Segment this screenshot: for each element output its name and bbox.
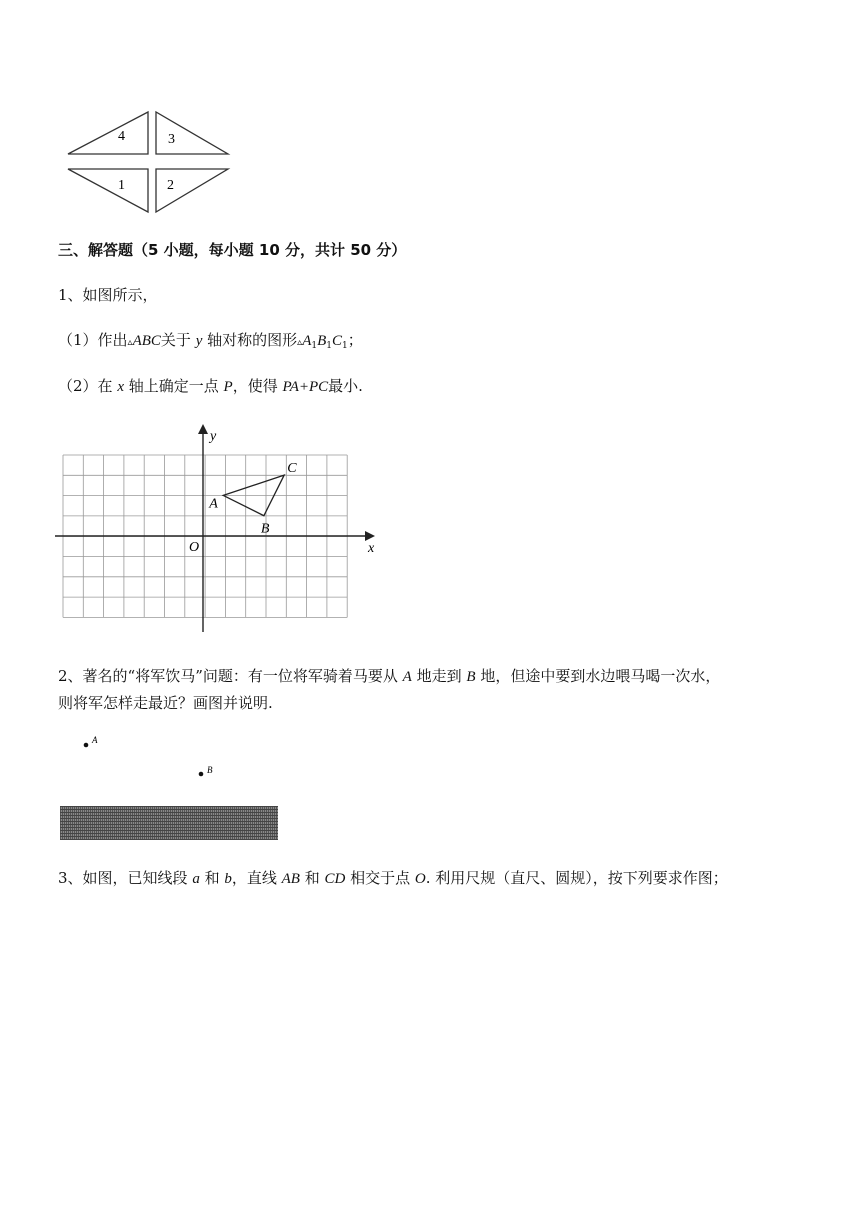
triangle-pieces-figure xyxy=(60,105,240,220)
river-band xyxy=(60,806,278,840)
point-a-dot xyxy=(84,743,89,748)
y-axis-arrow xyxy=(198,424,208,434)
triangle-piece-3 xyxy=(156,112,228,154)
q1-intro: 1、如图所示， xyxy=(58,286,158,304)
triangle-label-4: 4 xyxy=(118,129,125,144)
y-axis-label: y xyxy=(210,429,217,444)
triangle-piece-4 xyxy=(68,112,148,154)
point-b-label: B xyxy=(260,521,270,537)
triangle-piece-1 xyxy=(68,169,148,212)
point-c-label: C xyxy=(287,461,297,477)
coordinate-grid xyxy=(55,420,390,635)
origin-label: O xyxy=(189,540,200,555)
section-title: 三、解答题（5 小题，每小题 10 分，共计 50 分） xyxy=(58,241,407,259)
q2-points-figure xyxy=(78,732,228,782)
point-a-label: A xyxy=(209,496,218,512)
q1-part2: （2）在 x 轴上确定一点 P，使得 PA+PC最小. xyxy=(58,377,363,395)
q1-part1: （1）作出▵ABC关于 y 轴对称的图形$▵A_1B_1C_1$； xyxy=(58,331,363,351)
x-axis-arrow xyxy=(365,531,375,541)
triangle-label-3: 3 xyxy=(168,132,175,147)
triangle-label-1: 1 xyxy=(118,178,125,193)
q3-line: 3、如图，已知线段 a 和 b，直线 AB 和 CD 相交于点 O. 利用尺规（直尺、圆规），按下列要求作图； xyxy=(58,869,728,887)
x-axis-label: x xyxy=(368,541,375,556)
q2-line1: 2、著名的“将军饮马”问题：有一位将军骑着马要从 A 地走到 B 地，但途中要到水边喂马喝一次水， xyxy=(58,667,721,685)
triangle-label-2: 2 xyxy=(167,178,174,193)
q2-line2: 则将军怎样走最近？画图并说明. xyxy=(58,694,273,712)
point-b-dot xyxy=(199,772,204,777)
q2-point-a-label: A xyxy=(92,735,98,745)
q2-point-b-label: B xyxy=(207,765,213,775)
